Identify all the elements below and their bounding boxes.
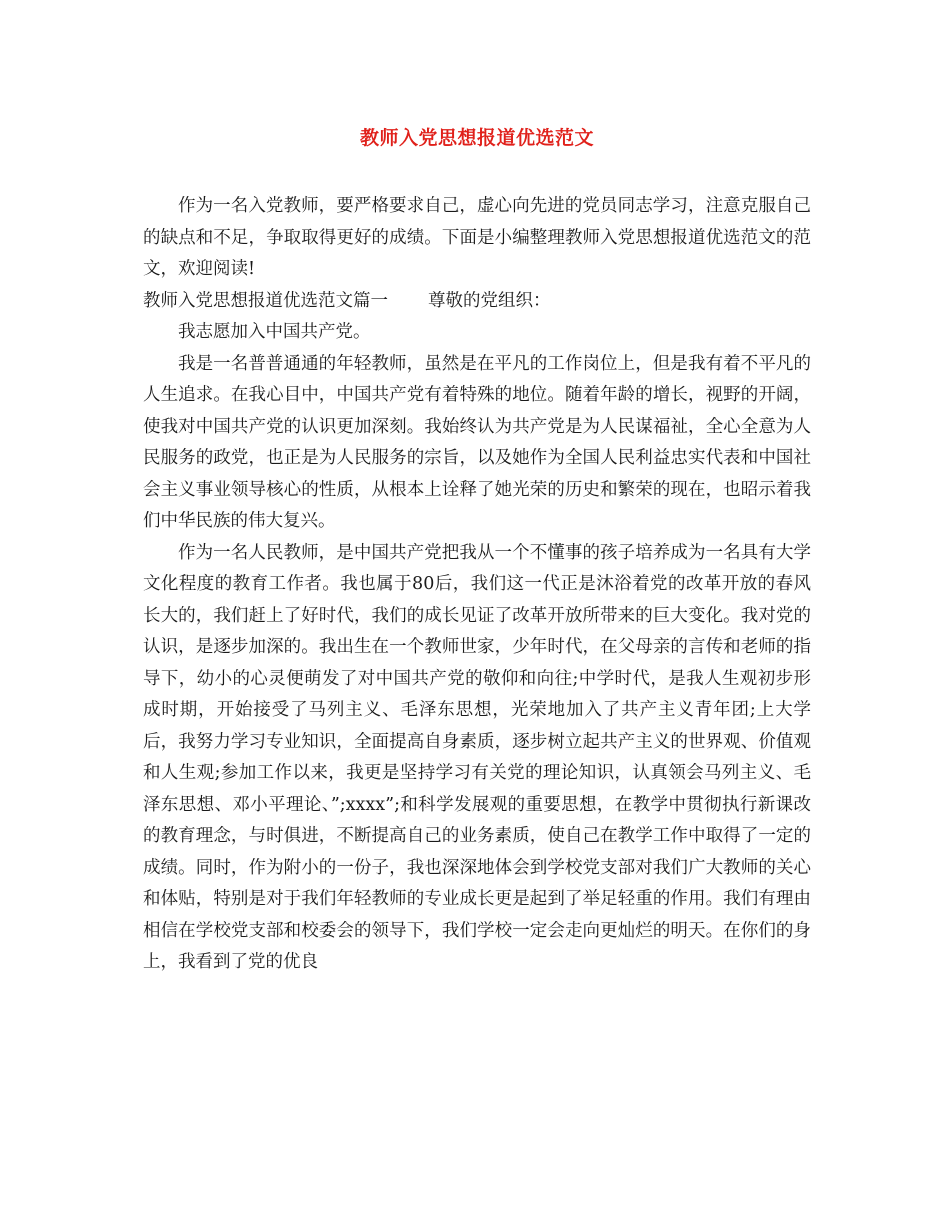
document-title: 教师入党思想报道优选范文 (359, 127, 594, 149)
paragraph-2: 我是一名普普通通的年轻教师，虽然是在平凡的工作岗位上，但是我有着不平凡的人生追求。在我心目中，中国共产党有着特殊的地位。随着年龄的增长，视野的开阔，使我对中国共产党的认识更加深刻。我始终认为共产党是为人民谋福祉，全心全意为人民服务的政党，也正是为人民服务的宗旨，以及她作为全国人民利益忠实代表和中国社会主义事业领导核心的性质，从根本上诠释了她光荣的历史和繁荣的现在，也昭示着我们中华民族的伟大复兴。 (143, 353, 811, 531)
section-heading-line (143, 286, 811, 318)
document-body (143, 191, 811, 979)
section-heading: 教师入党思想报道优选范文篇一 (143, 290, 388, 311)
intro-paragraph: 作为一名入党教师，要严格要求自己，虚心向先进的党员同志学习，注意克服自己的缺点和不足，争取取得更好的成绩。下面是小编整理教师入党思想报道优选范文的范文，欢迎阅读! (143, 196, 811, 279)
salutation: 尊敬的党组织： (428, 290, 551, 311)
paragraph-1: 我志愿加入中国共产党。 (178, 322, 371, 342)
paragraph-3: 作为一名人民教师，是中国共产党把我从一个不懂事的孩子培养成为一名具有大学文化程度的教育工作者。我也属于80后，我们这一代正是沐浴着党的改革开放的春风长大的，我们赶上了好时代，我们的成长见证了改革开放所带来的巨大变化。我对党的认识，是逐步加深的。我出生在一个教师世家，少年时代，在父母亲的言传和老师的指导下，幼小的心灵便萌发了对中国共产党的敬仰和向往;中学时代，是我人生观初步形成时期，开始接受了马列主义、毛泽东思想，光荣地加入了共产主义青年团;上大学后，我努力学习专业知识，全面提高自身素质，逐步树立起共产主义的世界观、价值观和人生观;参加工作以来，我更是坚持学习有关党的理论知识，认真领会马列主义、毛泽东思想、邓小平理论、”;xxxx”;和科学发展观的重要思想，在教学中贯彻执行新课改的教育理念，与时俱进，不断提高自己的业务素质，使自己在教学工作中取得了一定的成绩。同时，作为附小的一份子，我也深深地体会到学校党支部对我们广大教师的关心和体贴，特别是对于我们年轻教师的专业成长更是起到了举足轻重的作用。我们有理由相信在学校党支部和校委会的领导下，我们学校一定会走向更灿烂的明天。在你们的身上，我看到了党的优良 (143, 542, 811, 972)
